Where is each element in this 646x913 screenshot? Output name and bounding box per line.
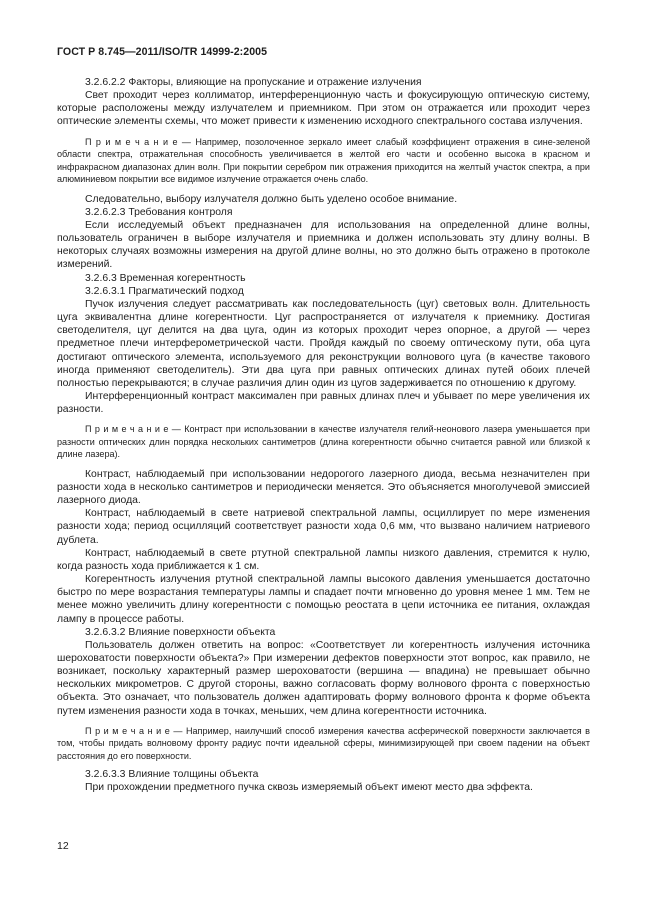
paragraph: Следовательно, выбору излучателя должно быть уделено особое внимание. bbox=[85, 193, 458, 205]
paragraph: Интерференционный контраст максимален при равных длинах плеч и убывает по мере увеличения их разности. bbox=[57, 390, 590, 416]
page-number: 12 bbox=[57, 840, 69, 852]
paragraph: Контраст, наблюдаемый при использовании недорогого лазерного диода, весьма незначителен при разности хода в несколько сантиметров и периодически меняется. Это объясняется многолучевой эмиссией лазерного диода. bbox=[57, 468, 590, 507]
section-heading-3-2-6-3-3: 3.2.6.3.3 Влияние толщины объекта bbox=[85, 769, 259, 781]
paragraph: Когерентность излучения ртутной спектральной лампы высокого давления уменьшается достаточно быстро по мере возрастания температуры лампы и спадает почти мгновенно до уровня менее 1 мм. Тем не менее можно увеличить длину когерентности с помощью реостата в цепи источника ее питания, охлаждая лампу в процессе работы. bbox=[57, 574, 590, 625]
paragraph: Свет проходит через коллиматор, интерференционную часть и фокусирующую оптическую систему, которые расположены между излучателем и приемником. При этом он отражается или проходит через оптические элементы схемы, что может привести к изменению исходного спектрального состава излучения. bbox=[57, 90, 590, 128]
section-heading-3-2-6-2-3: 3.2.6.2.3 Требования контроля bbox=[85, 206, 233, 218]
standard-header: ГОСТ Р 8.745—2011/ISO/TR 14999-2:2005 bbox=[57, 46, 268, 58]
section-heading-3-2-6-3: 3.2.6.3 Временная когерентность bbox=[85, 272, 246, 284]
paragraph: Пользователь должен ответить на вопрос: «Соответствует ли когерентность излучения источника шероховатости поверхности объекта?» При измерении дефектов поверхности этот вопрос, как правило, не возникает, поскольку характерный размер шероховатости (вершина — впадина) не превышает обычно нескольких микрометров. С другой стороны, важно согласовать форму волнового фронта с поверхностью объекта. Это означает, что пользователь должен адаптировать форму волнового фронта к форме объекта путем изменения разности хода в точках, меньших, чем длина когерентности источника. bbox=[57, 639, 590, 717]
section-heading-3-2-6-3-1: 3.2.6.3.1 Прагматический подход bbox=[85, 285, 244, 297]
paragraph: Пучок излучения следует рассматривать как последовательность (цуг) световых волн. Длительность цуга эквивалентна длине когерентности. Цуг распространяется от излучателя к приемнику. Достигая светоделителя, цуг делится на два цуга, один из которых проходит через опорное, а другой — через предметное плечи интерферометрической части. Пройдя каждый по своему оптическому пути, оба цуга достигают оптического элемента, используемого для реконструкции волнового цуга (в качестве такового иногда применяют светоделитель). Эти два цуга при равных оптических длинах путей обоих плечей полностью перекрываются; в случае различия длин один из цугов задерживается по отношению к другому. bbox=[57, 298, 590, 389]
paragraph: Контраст, наблюдаемый в свете ртутной спектральной лампы низкого давления, стремится к нулю, когда разность хода приближается к 1 см. bbox=[57, 547, 590, 572]
document-body bbox=[57, 76, 590, 795]
paragraph: Если исследуемый объект предназначен для использования на определенной длине волны, пользователь ограничен в выборе излучателя и приемника и должен использовать эту длину волны. В некоторых случаях возможны измерения на другой длине волны, но это должно быть отражено в протоколе измерений. bbox=[57, 219, 590, 271]
note: П р и м е ч а н и е — Например, наилучший способ измерения качества асферической поверхности заключается в том, чтобы придать волновому фронту радиус почти идеальной сферы, минимизирующей при своем падении на объект расстояния до его поверхности. bbox=[57, 725, 590, 761]
note: П р и м е ч а н и е — Контраст при использовании в качестве излучателя гелий-неонового лазера уменьшается при разности оптических длин порядка нескольких сантиметров (длина когерентности обычно считается равной или близкой к длине лазера). bbox=[57, 424, 590, 460]
note: П р и м е ч а н и е — Например, позолоченное зеркало имеет слабый коэффициент отражения в сине-зеленой области спектра, отражательная способность увеличивается в желтой его части и особенно высока в красном и инфракрасном диапазонах длин волн. При покрытии серебром пик отражения приходится на желтый участок спектра, а при алюминиевом покрытии все видимое излучение отражается очень слабо. bbox=[57, 136, 590, 185]
paragraph: При прохождении предметного пучка сквозь измеряемый объект имеют место два эффекта. bbox=[85, 782, 533, 794]
section-heading-3-2-6-3-2: 3.2.6.3.2 Влияние поверхности объекта bbox=[85, 626, 276, 638]
paragraph: Контраст, наблюдаемый в свете натриевой спектральной лампы, осциллирует по мере изменения разности хода; период осцилляций соответствует разности хода 0,6 мм, что вызвано наличием натриевого дублета. bbox=[57, 508, 590, 546]
section-heading-3-2-6-2-2: 3.2.6.2.2 Факторы, влияющие на пропускание и отражение излучения bbox=[85, 77, 422, 88]
